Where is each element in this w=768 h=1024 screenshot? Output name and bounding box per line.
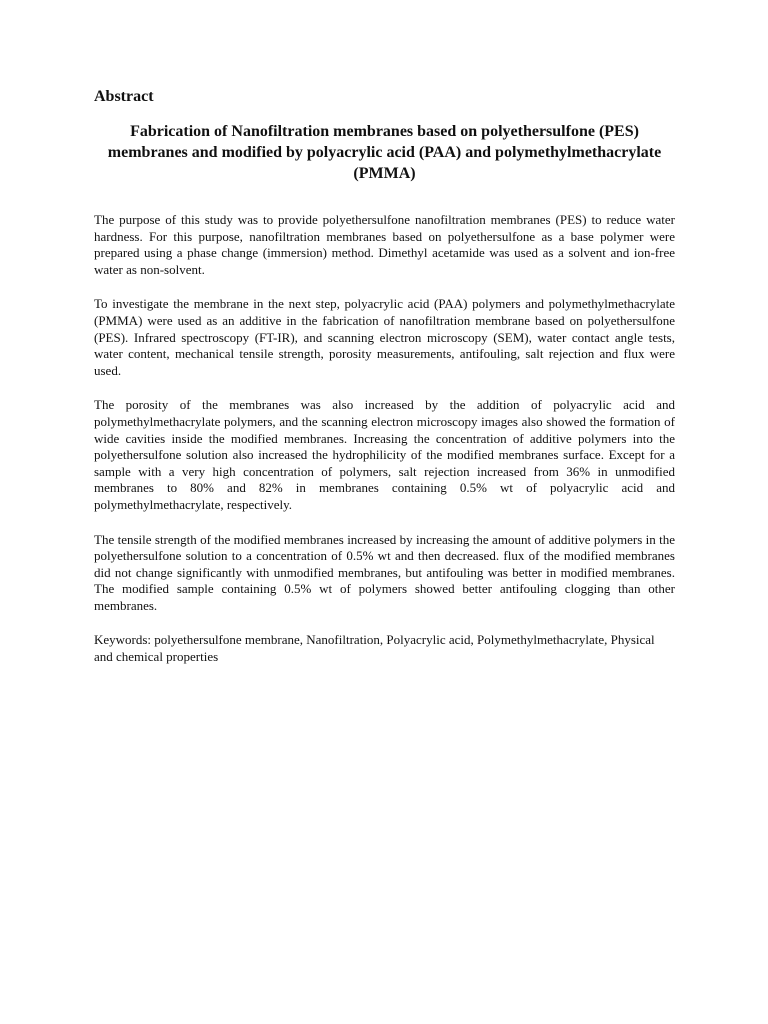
abstract-paragraph-4: The tensile strength of the modified membranes increased by increasing the amount of additive polymers in the polyethersulfone solution to a concentration of 0.5% wt and then decreased. flux of the modified membranes did not change significantly with unmodified membranes, but antifouling was better in modified membranes. The modified sample containing 0.5% wt of polymers showed better antifouling clogging than other membranes. (94, 531, 675, 613)
abstract-heading: Abstract (94, 88, 154, 105)
abstract-paragraph-3: The porosity of the membranes was also increased by the addition of polyacrylic acid and polymethylmethacrylate polymers, and the scanning electron microscopy images also showed the formation of wide cavities inside the modified membranes. Increasing the concentration of additive polymers into the polyethersulfone solution also increased the hydrophilicity of the modified membranes surface. Except for a sample with a very high concentration of polymers, salt rejection increased from 36% in unmodified membranes to 80% and 82% in membranes containing 0.5% wt of polyacrylic acid and polymethylmethacrylate, respectively. (94, 397, 675, 512)
abstract-paragraph-2: To investigate the membrane in the next step, polyacrylic acid (PAA) polymers and polymethylmethacrylate (PMMA) were used as an additive in the fabrication of nanofiltration membrane based on polyethersulfone (PES). Infrared spectroscopy (FT-IR), and scanning electron microscopy (SEM), water contact angle tests, water content, mechanical tensile strength, porosity measurements, antifouling, salt rejection and flux were used. (94, 296, 675, 378)
keywords-line: Keywords: polyethersulfone membrane, Nanofiltration, Polyacrylic acid, Polymethylmethacrylate, Physical and chemical properties (94, 632, 655, 665)
abstract-section (94, 87, 675, 666)
paper-title: Fabrication of Nanofiltration membranes based on polyethersulfone (PES) membranes and modified by polyacrylic acid (PAA) and polymethylmethacrylate (PMMA) (107, 123, 662, 182)
abstract-paragraph-1: The purpose of this study was to provide polyethersulfone nanofiltration membranes (PES) to reduce water hardness. For this purpose, nanofiltration membranes based on polyethersulfone as a base polymer were prepared using a phase change (immersion) method. Dimethyl acetamide was used as a solvent and ion-free water as non-solvent. (94, 212, 675, 277)
